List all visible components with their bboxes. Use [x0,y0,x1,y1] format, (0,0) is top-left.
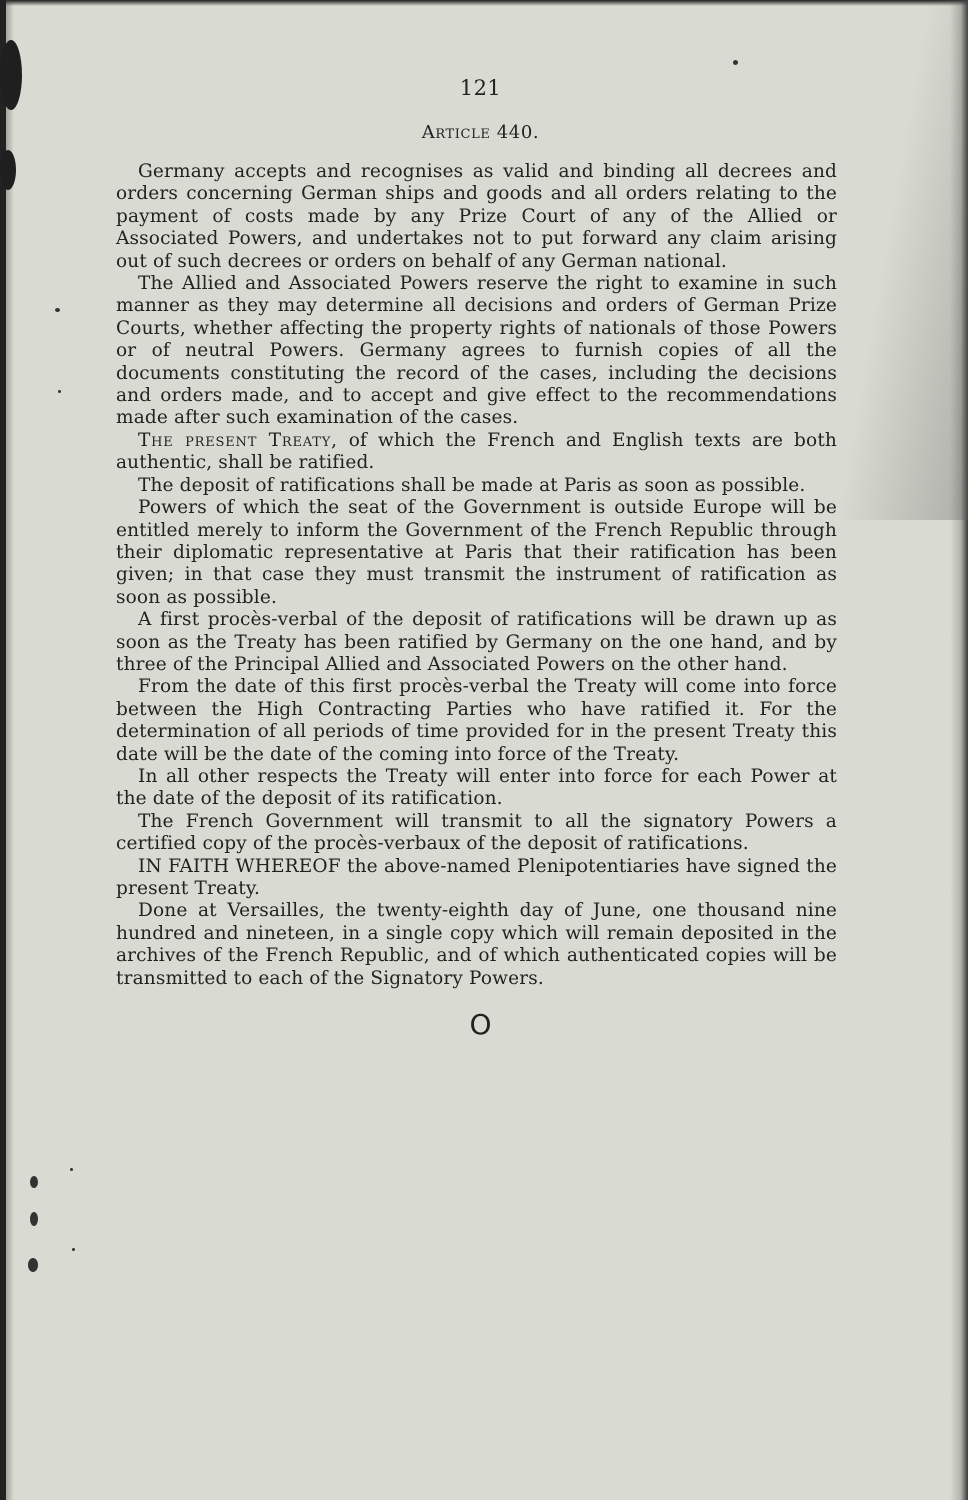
paragraph-first-proces-verbal: A first procès-verbal of the deposit of ratifications will be drawn up as soon as the Treaty has been ratified by Germany on the one hand, and by three of the Principal Allied and Associated Powers on the other hand. [116,609,837,675]
paragraph-done-at-versailles: Done at Versailles, the twenty-eighth day of June, one thousand nine hundred and nineteen, in a single copy which will remain deposited in the archives of the French Republic, and of which authenticated copies will be transmitted to each of the Signatory Powers. [116,900,837,989]
ink-speck [72,1248,75,1251]
binding-tear-mark [0,150,16,190]
ink-speck [58,390,61,393]
ink-speck [70,1168,73,1171]
binding-hole-mark [28,1258,38,1272]
binding-hole-mark [30,1176,38,1188]
page-content [116,76,837,1041]
treaty-lead-phrase: The present Treaty, [138,429,338,451]
page-left-edge [0,0,14,1500]
page-fold-shadow [840,0,968,520]
binding-tear-mark [0,40,22,110]
end-of-text-mark: O [469,1008,492,1042]
page-top-edge [0,0,968,6]
paragraph-non-european-powers: Powers of which the seat of the Government is outside Europe will be entitled merely to inform the Government of the French Republic through their diplomatic representative at Paris that their ratification has been given; in that case they must transmit the instrument of ratification as soon as possible. [116,497,837,608]
paragraph-in-faith-whereof: IN FAITH WHEREOF the above-named Plenipotentiaries have signed the present Treaty. [116,855,837,899]
ink-speck [55,308,60,312]
paragraph-ratification [116,430,837,475]
paragraph-coming-into-force: From the date of this first procès-verbal the Treaty will come into force between the High Contracting Parties who have ratified it. For the determination of all periods of time provided for in the present Treaty this date will be the date of the coming into force of the Treaty. [116,676,837,765]
treaty-ratification-text: of which the French and English texts are both authentic, shall be ratified. [116,429,837,474]
article-heading: Article 440. [421,122,540,143]
ink-speck [733,60,738,65]
binding-hole-mark [30,1212,38,1226]
paragraph-deposit-location: The deposit of ratifications shall be made at Paris as soon as possible. [138,474,806,496]
paragraph-certified-copy: The French Government will transmit to all the signatory Powers a certified copy of the procès-verbaux of the deposit of ratifications. [116,810,837,855]
paragraph-prize-court-decrees: Germany accepts and recognises as valid and binding all decrees and orders concerning German ships and goods and all orders relating to the payment of costs made by any Prize Court of any of the Allied or Associated Powers, and undertakes not to put forward any claim arising out of such decrees or orders on behalf of any German national. [116,161,837,272]
paragraph-review-rights: The Allied and Associated Powers reserve the right to examine in such manner as they may determine all decisions and orders of German Prize Courts, whether affecting the property rights of nationals of those Powers or of neutral Powers. Germany agrees to furnish copies of all the documents constituting the record of the cases, including the decisions and orders made, and to accept and give effect to the recommendations made after such examination of the cases. [116,273,837,429]
page-number: 121 [459,76,502,100]
paragraph-other-respects: In all other respects the Treaty will enter into force for each Power at the date of the deposit of its ratification. [116,765,837,810]
